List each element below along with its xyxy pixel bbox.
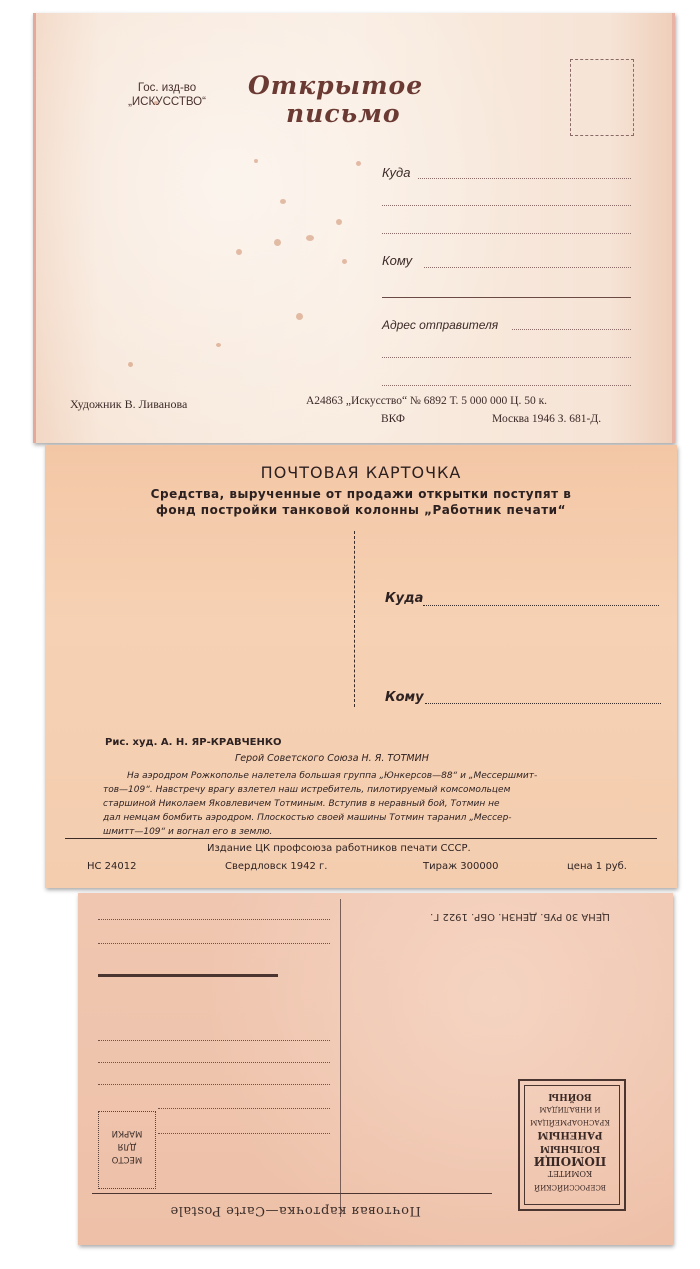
stain-spot <box>356 161 361 166</box>
address-line <box>158 1108 330 1109</box>
divider-line <box>354 531 355 707</box>
stain-spot <box>342 259 347 264</box>
address-rule <box>98 974 278 977</box>
to-label: Куда <box>382 165 411 180</box>
stain-spot <box>336 219 342 225</box>
subtitle-line2: фонд постройки танковой колонны „Работник печати“ <box>156 503 566 517</box>
seal-line4: БОЛЬНЫМ <box>539 1143 601 1153</box>
stain-spot <box>306 235 314 241</box>
stain-spot <box>280 199 286 204</box>
sender-line-2 <box>382 357 631 358</box>
print-run: Тираж 300000 <box>423 861 499 872</box>
sender-line-1 <box>512 329 631 330</box>
whom-label: Кому <box>382 253 413 268</box>
divider-line <box>340 899 341 1217</box>
story-line2: тов—109“. Навстречу врагу взлетел наш истребитель, пилотируемый комсомольцем <box>103 785 511 795</box>
address-line <box>158 1133 330 1134</box>
to-line-2 <box>382 205 631 206</box>
story-line4: дал немцам бомбить аэродром. Плоскостью своей машины Тотмин таранил „Мессер- <box>103 813 512 823</box>
sender-label: Адрес отправителя <box>382 318 499 332</box>
artist-credit: Художник В. Ливанова <box>70 397 188 411</box>
artist-credit: Рис. худ. А. Н. ЯР-КРАВЧЕНКО <box>105 737 282 748</box>
stamp-placeholder-text <box>99 1126 155 1165</box>
whom-label: Кому <box>385 690 424 705</box>
to-line-3 <box>382 233 631 234</box>
seal-line3: ПОМОЩИ <box>533 1154 607 1168</box>
publisher-line: Издание ЦК профсоюза работников печати СССР. <box>207 843 471 854</box>
sender-line-3 <box>382 385 631 386</box>
seal-line2: КОМИТЕТ <box>547 1169 593 1178</box>
price: цена 1 руб. <box>567 861 627 872</box>
publisher-line2: „ИСКУССТВО“ <box>128 96 206 108</box>
to-line <box>423 605 659 606</box>
postcard-1922 <box>78 893 673 1245</box>
stain-spot <box>274 239 281 246</box>
city-year: Свердловск 1942 г. <box>225 861 328 872</box>
to-label: Куда <box>385 591 424 606</box>
stamp-text-line3: МАРКИ <box>111 1128 143 1138</box>
subtitle-line1: Средства, вырученные от продажи открытки поступят в <box>150 487 572 501</box>
seal-line6: КРАСНОАРМЕЙЦАМ <box>530 1118 610 1126</box>
price-line-inverted: ЦЕНА 30 РУБ. ДЕНЗН. ОБР. 1922 Г. <box>430 911 610 922</box>
imprint-line2: Москва 1946 З. 681-Д. <box>492 413 602 425</box>
title-open-letter-line1: Открытое <box>248 71 424 100</box>
stamp-text-line2: ДЛЯ <box>117 1141 137 1151</box>
imprint-line1: А24863 „Искусство“ № 6892 Т. 5 000 000 Ц. 50 к. <box>306 395 548 407</box>
stain-spot <box>296 313 303 320</box>
catalog-code: НС 24012 <box>87 861 137 872</box>
footer-rule <box>92 1193 492 1194</box>
seal-line5: РАНЕНЫМ <box>537 1129 603 1140</box>
footer-caption-inverted: Почтовая карточка—Carte Postale <box>170 1203 421 1218</box>
stain-spot <box>254 159 258 163</box>
stain-spot <box>236 249 242 255</box>
stamp-placeholder <box>98 1111 156 1189</box>
publisher-line1: Гос. изд-во <box>137 82 197 94</box>
address-line <box>98 1084 330 1085</box>
postcard-title: ПОЧТОВАЯ КАРТОЧКА <box>260 463 462 482</box>
hero-title: Герой Советского Союза Н. Я. ТОТМИН <box>235 753 429 764</box>
seal-text <box>524 1089 616 1193</box>
stain-spot <box>154 101 158 105</box>
seal-line8: ВОЙНЫ <box>548 1091 592 1101</box>
postcard-tank-column <box>45 445 677 888</box>
whom-line <box>425 703 661 704</box>
story-line1: На аэродром Рожкополье налетела большая группа „Юнкерсов—88“ и „Мессершмит- <box>127 771 538 781</box>
stain-spot <box>128 362 133 367</box>
title-open-letter-line2: письмо <box>286 99 401 128</box>
address-line <box>98 1062 330 1063</box>
relief-committee-seal <box>518 1079 626 1211</box>
seal-line7: И ИНВАЛИДАМ <box>539 1105 601 1113</box>
whom-line-2 <box>382 297 631 298</box>
to-line-1 <box>418 178 631 179</box>
address-line <box>98 1040 330 1041</box>
stain-spot <box>216 343 221 347</box>
whom-line-1 <box>424 267 631 268</box>
seal-line1: ВСЕРОССИЙСКИЙ <box>534 1183 606 1191</box>
story-line5: шмитт—109“ и вогнал его в землю. <box>103 827 273 837</box>
stamp-text-line1: МЕСТО <box>111 1154 143 1164</box>
address-line <box>98 943 330 944</box>
story-line3: старшиной Николаем Яковлевичем Тотминым. Вступив в неравный бой, Тотмин не <box>103 799 500 809</box>
address-line <box>98 919 330 920</box>
postcard-open-letter <box>33 13 675 443</box>
imprint-vkf: ВКФ <box>381 413 405 425</box>
publisher-label <box>102 81 232 109</box>
footer-rule <box>65 838 657 839</box>
stamp-placeholder <box>570 59 634 136</box>
